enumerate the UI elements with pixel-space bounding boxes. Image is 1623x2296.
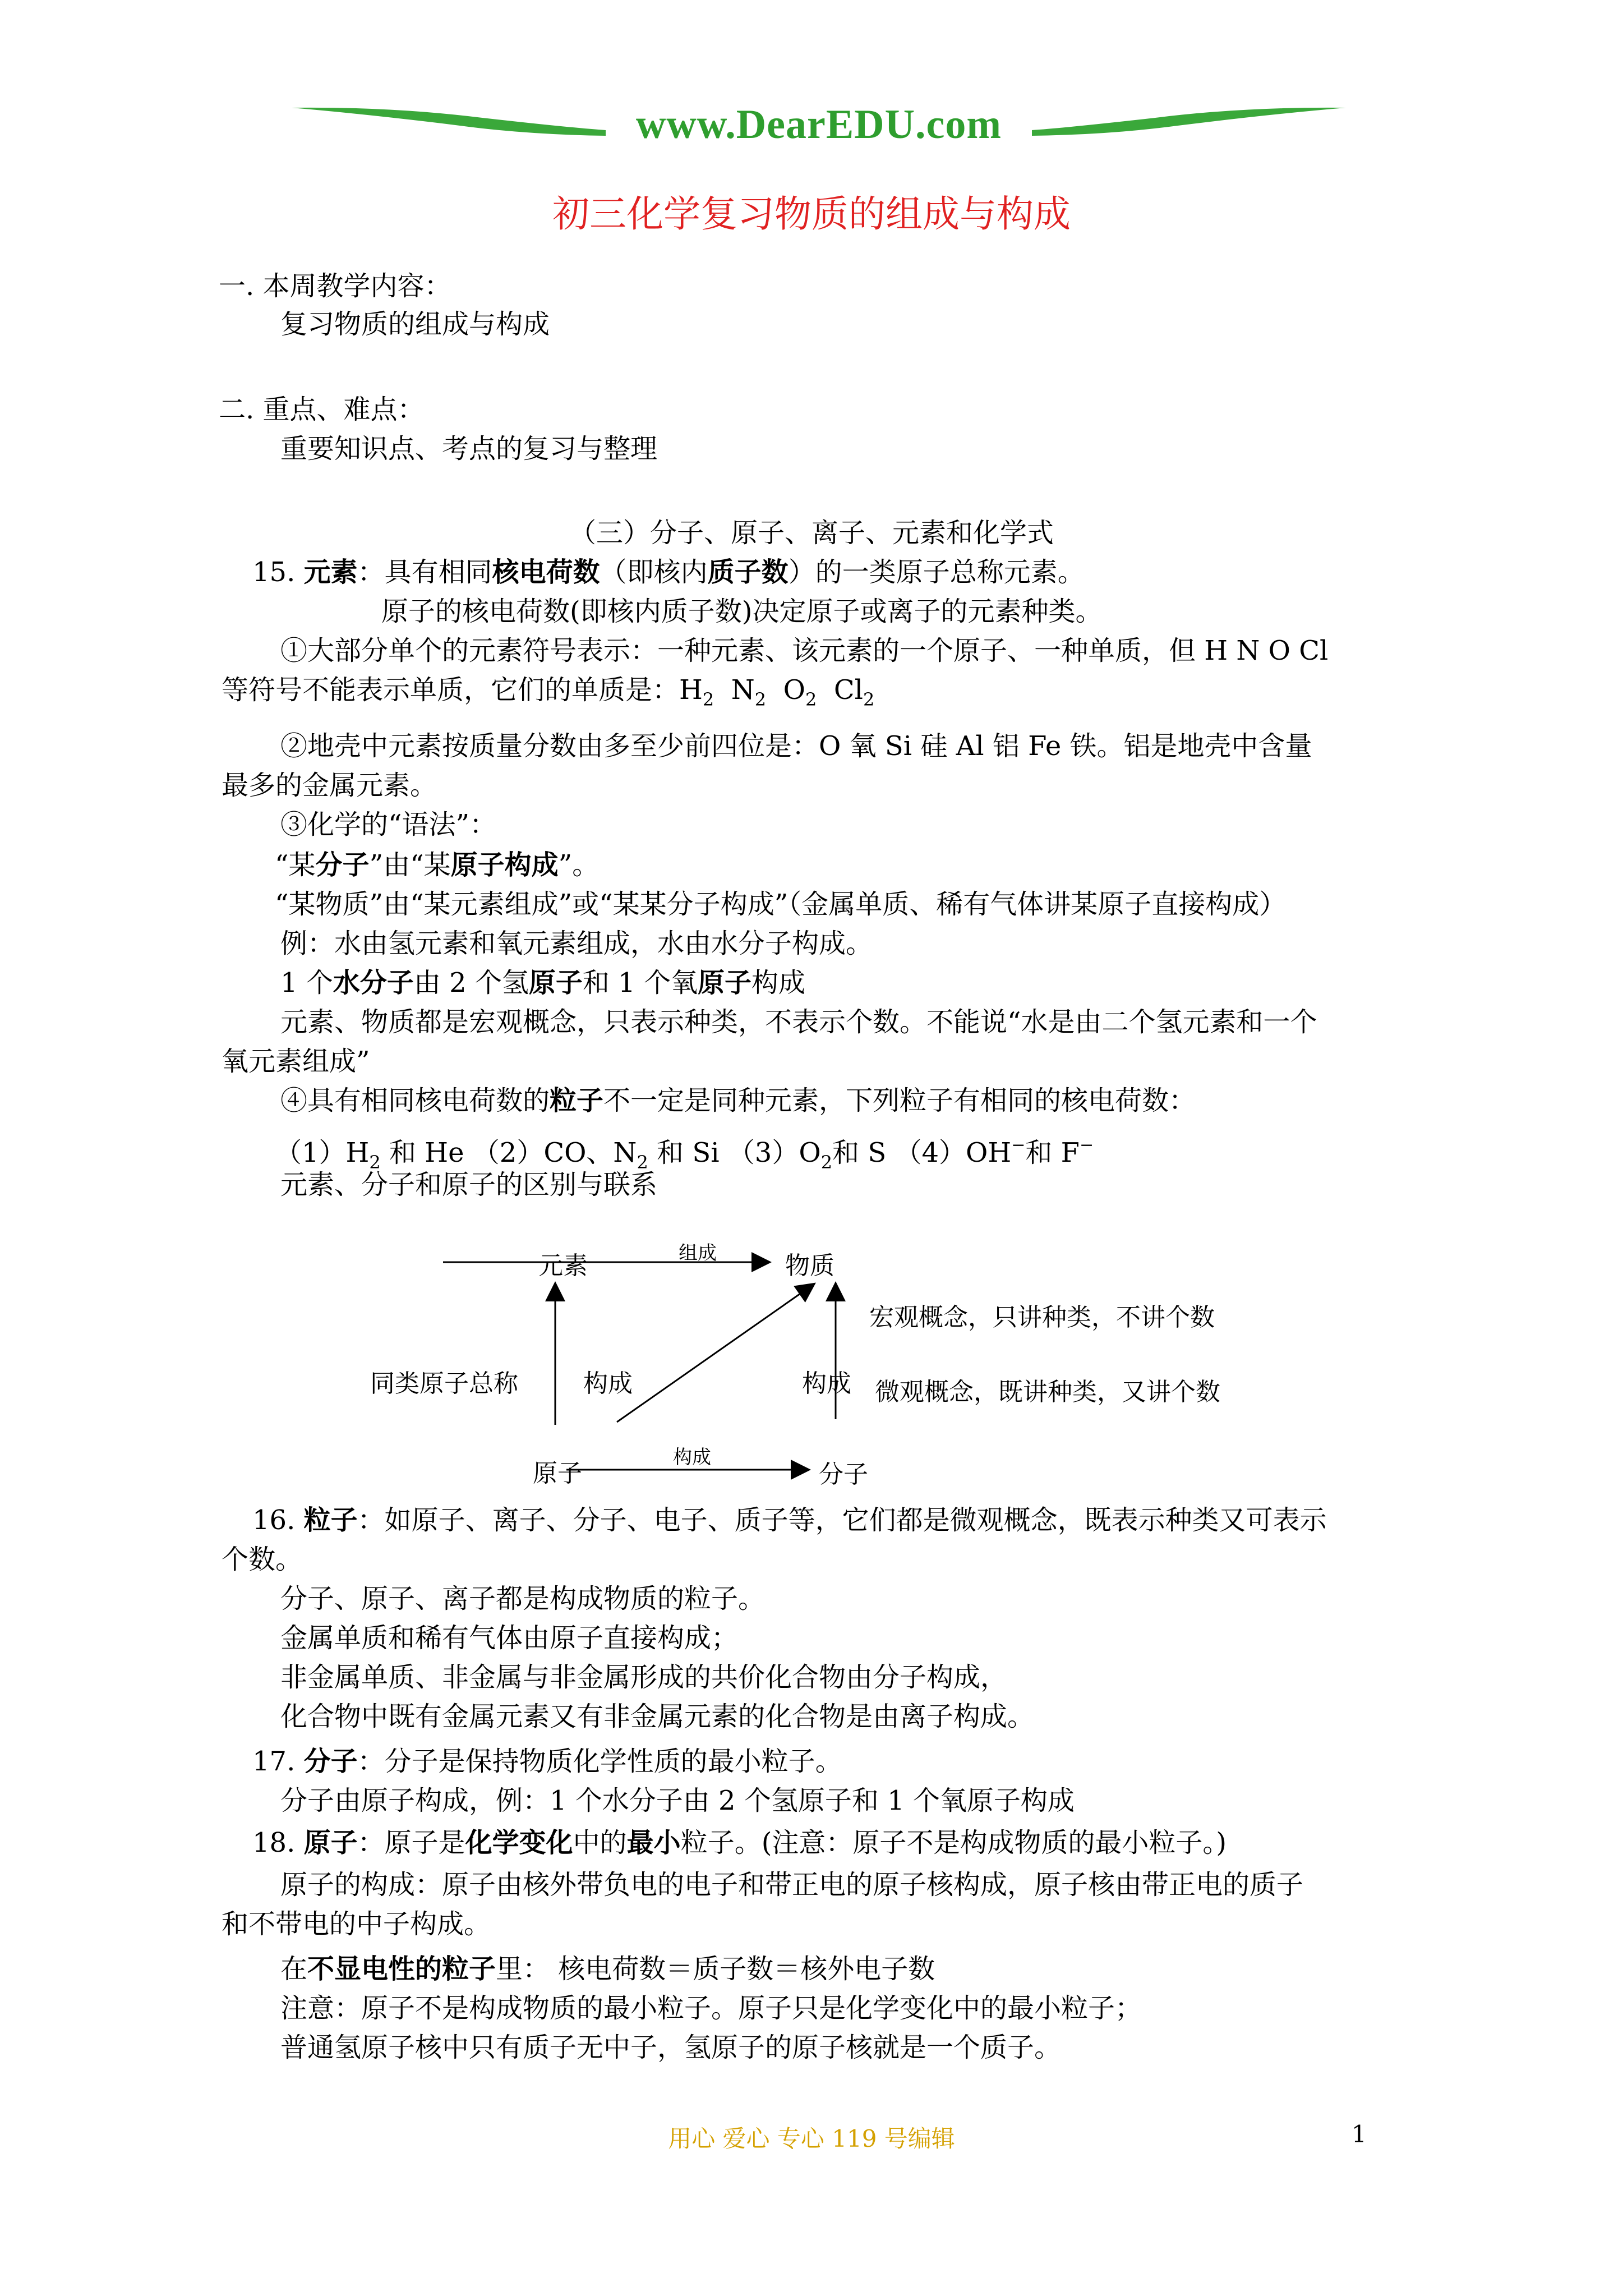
section-body: 重要知识点、考点的复习与整理 [280, 433, 658, 464]
note-hongguan: 宏观概念，只讲种类，不讲个数 [869, 1303, 1215, 1332]
arrow-diagonal [617, 1285, 813, 1422]
paragraph-16: 16. 粒子：如原子、离子、分子、电子、质子等，它们都是微观概念，既表示种类又可表示 [252, 1504, 1327, 1536]
text-line: 等符号不能表示单质，它们的单质是：$H_2$ $N_2$ $O_2$ $Cl_2$ [222, 674, 875, 710]
text-line: $(1)H_2$ 和 He （2）CO、$N_2$ 和 Si $(3)O_2$和 S （4）OH−和 F− [275, 1135, 1094, 1173]
node-yuansu: 元素 [538, 1251, 588, 1280]
node-yuanzi: 原子 [533, 1459, 582, 1488]
edge-label-goucheng-left: 构成 [583, 1369, 633, 1398]
text-line: 注意：原子不是构成物质的最小粒子。原子只是化学变化中的最小粒子； [280, 1993, 1142, 2024]
text-line: 和不带电的中子构成。 [222, 1908, 491, 1940]
paragraph-18: 18. 原子：原子是化学变化中的最小粒子。(注意：原子不是构成物质的最小粒子。) [252, 1827, 1227, 1858]
text-line: 非金属单质、非金属与非金属形成的共价化合物由分子构成， [280, 1662, 1008, 1693]
text-line: “某物质”由“某元素组成”或“某某分子构成”（金属单质、稀有气体讲某原子直接构成） [275, 889, 1287, 920]
text-line: ③化学的“语法”： [280, 809, 497, 840]
text-line: 普通氢原子核中只有质子无中子，氢原子的原子核就是一个质子。 [280, 2032, 1062, 2063]
section-heading: 二. 重点、难点： [219, 394, 425, 425]
node-wuzhi: 物质 [785, 1251, 834, 1280]
header-banner [292, 95, 1346, 157]
text-line: 化合物中既有金属元素又有非金属元素的化合物是由离子构成。 [280, 1701, 1035, 1732]
part-title: （三）分子、原子、离子、元素和化学式 [569, 517, 1054, 549]
text-line: ①大部分单个的元素符号表示：一种元素、该元素的一个原子、一种单质，但 H N O Cl [280, 635, 1329, 666]
text-line: 例：水由氢元素和氧元素组成，水由水分子构成。 [280, 928, 873, 959]
text-line: ④具有相同核电荷数的粒子不一定是同种元素，下列粒子有相同的核电荷数： [280, 1085, 1196, 1116]
note-weiguan: 微观概念，既讲种类，又讲个数 [875, 1378, 1220, 1406]
page-number: 1 [1352, 2120, 1367, 2148]
text-line: ②地壳中元素按质量分数由多至少前四位是：O 氧 Si 硅 Al 铝 Fe 铁。铝是地壳中含量 [280, 730, 1312, 762]
text-line: 分子、原子、离子都是构成物质的粒子。 [280, 1583, 766, 1614]
paragraph-15: 15. 元素：具有相同核电荷数（即核内质子数）的一类原子总称元素。 [252, 556, 1085, 588]
edge-label-goucheng-bottom: 构成 [673, 1446, 711, 1469]
text-line: 在不显电性的粒子里： 核电荷数＝质子数＝核外电子数 [280, 1953, 935, 1985]
section-heading: 一. 本周教学内容： [219, 270, 451, 302]
paragraph-17: 17. 分子：分子是保持物质化学性质的最小粒子。 [252, 1746, 842, 1777]
text-line: 原子的核电荷数(即核内质子数)决定原子或离子的元素种类。 [381, 596, 1103, 627]
text-line: 元素、物质都是宏观概念，只表示种类，不表示个数。不能说“水是由二个氢元素和一个 [280, 1006, 1317, 1038]
text-line: 最多的金属元素。 [222, 770, 437, 801]
note-tonglei: 同类原子总称 [370, 1369, 518, 1398]
footer-text: 用心 爱心 专心 119 号编辑 [668, 2125, 955, 2152]
text-line: 个数。 [222, 1544, 303, 1575]
page-title: 初三化学复习物质的组成与构成 [552, 192, 1071, 236]
text-line: 分子由原子构成，例：1 个水分子由 2 个氢原子和 1 个氧原子构成 [280, 1785, 1075, 1816]
site-logo[interactable]: www.DearEDU.com [635, 102, 1002, 148]
text-line: 氧元素组成” [222, 1046, 370, 1077]
section-body: 复习物质的组成与构成 [280, 309, 550, 340]
text-line: 元素、分子和原子的区别与联系 [280, 1169, 658, 1200]
relation-diagram [359, 1234, 1279, 1492]
text-line: 金属单质和稀有气体由原子直接构成； [280, 1622, 739, 1654]
edge-label-zucheng: 组成 [679, 1242, 717, 1264]
edge-label-goucheng-right: 构成 [802, 1369, 851, 1398]
text-line: “某分子”由“某原子构成”。 [275, 849, 600, 881]
text-line: 原子的构成：原子由核外带负电的电子和带正电的原子核构成，原子核由带正电的质子 [280, 1869, 1304, 1901]
text-line: 1 个水分子由 2 个氢原子和 1 个氧原子构成 [280, 967, 805, 999]
node-fenzi: 分子 [819, 1460, 868, 1489]
